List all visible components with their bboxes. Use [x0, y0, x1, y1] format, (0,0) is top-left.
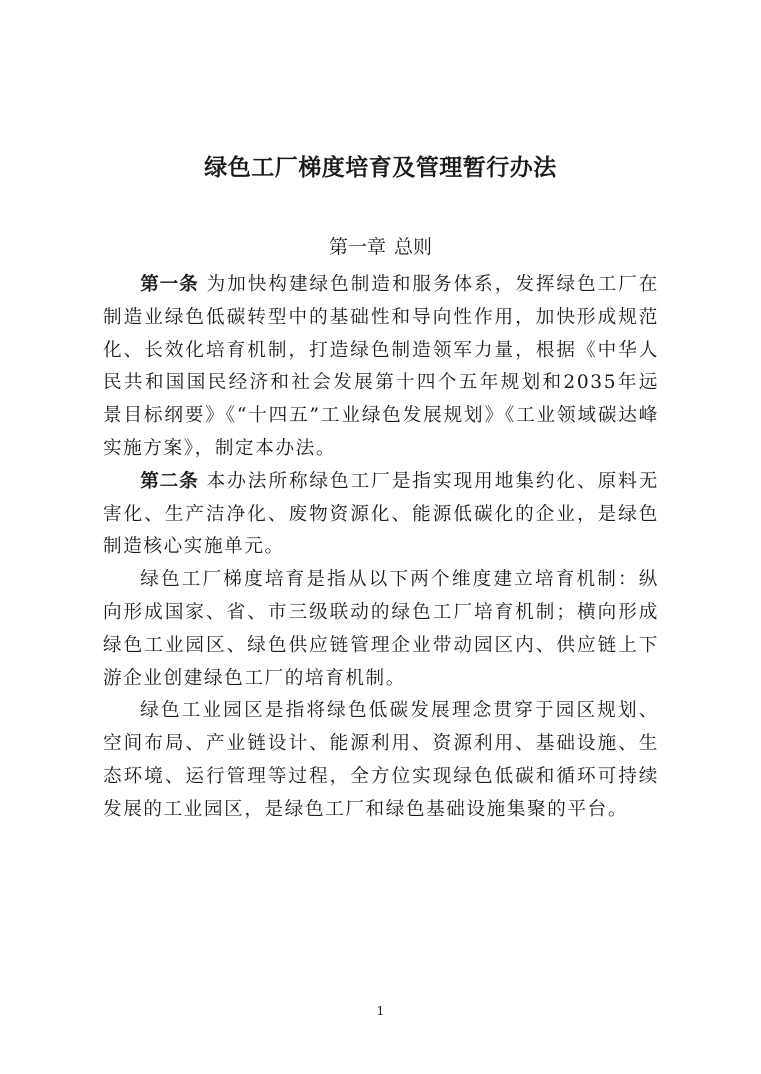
- chapter-number: 第一章: [328, 236, 386, 258]
- page-number: 1: [376, 1004, 385, 1018]
- article-label: 第一条: [140, 274, 199, 295]
- body-paragraph: 绿色工厂梯度培育是指从以下两个维度建立培育机制：纵向形成国家、省、市三级联动的绿色工厂培育机制；横向形成绿色工业园区、绿色供应链管理企业带动园区内、供应链上下游企业创建绿色工厂的培育机制。: [103, 569, 659, 689]
- article-text: 为加快构建绿色制造和服务体系，发挥绿色工厂在制造业绿色低碳转型中的基础性和导向性作用，加快形成规范化、长效化培育机制，打造绿色制造领军力量，根据《中华人民共和国国民经济和社会发展第十四个五年规划和2035年远景目标纲要》《“十四五”工业绿色发展规划》《工业领域碳达峰实施方案》，制定本办法。: [103, 274, 659, 459]
- document-title: 绿色工厂梯度培育及管理暂行办法: [204, 154, 557, 181]
- chapter-heading: [0, 232, 761, 262]
- article-text: 本办法所称绿色工厂是指实现用地集约化、原料无害化、生产洁净化、废物资源化、能源低碳化的企业，是绿色制造核心实施单元。: [103, 470, 659, 558]
- article-label: 第二条: [140, 470, 199, 492]
- article-paragraph: [103, 466, 659, 564]
- chapter-name: 总则: [394, 236, 433, 258]
- body-paragraph: 绿色工业园区是指将绿色低碳发展理念贯穿于园区规划、空间布局、产业链设计、能源利用、资源利用、基础设施、生态环境、运行管理等过程，全方位实现绿色低碳和循环可持续发展的工业园区，是绿色工厂和绿色基础设施集聚的平台。: [103, 700, 659, 820]
- document-body: [103, 269, 659, 827]
- article-paragraph: [103, 269, 659, 466]
